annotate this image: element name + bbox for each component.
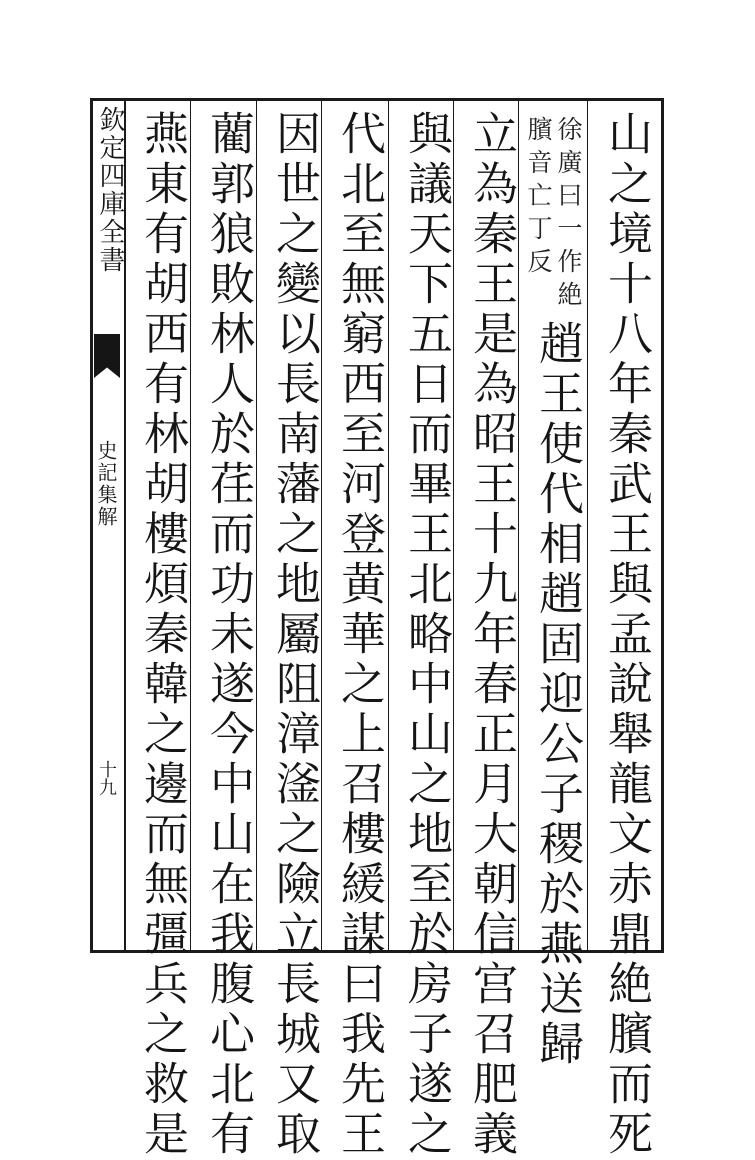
text-column-8: 燕東有胡西有林胡樓煩秦韓之邊而無彊兵之救是	[136, 110, 189, 1160]
annotation-left: 臏音亡丁反	[524, 116, 553, 281]
book-title: 欽定四庫全書	[95, 106, 125, 274]
text-column-5: 代北至無窮西至河登黄華之上召樓緩謀曰我先王	[333, 110, 386, 1160]
column-divider	[587, 101, 588, 950]
frame-right-rule	[661, 98, 664, 953]
text-column-3: 立為秦王是為昭王十九年春正月大朝信宫召肥義	[465, 110, 518, 1160]
fish-tail-mark	[94, 334, 120, 378]
annotation-right: 徐廣曰一作絶	[554, 116, 583, 314]
text-column-6: 因世之變以長南藩之地屬阻漳滏之險立長城又取	[268, 110, 321, 1160]
frame-left-rule	[90, 98, 93, 953]
text-column-2: 趙王使代相趙固迎公子稷於燕送歸	[531, 320, 584, 1070]
text-column-7: 藺郭狼敗林人於荏而功未遂今中山在我腹心北有	[202, 110, 255, 1160]
folio-number: 十九	[96, 760, 117, 796]
text-column-1: 山之境十八年秦武王與孟說舉龍文赤鼎絶臏而死	[600, 110, 653, 1160]
frame-top-rule	[90, 98, 664, 101]
section-title: 史記集解	[94, 440, 118, 528]
text-column-4: 與議天下五日而畢王北略中山之地至於房子遂之	[400, 110, 453, 1160]
